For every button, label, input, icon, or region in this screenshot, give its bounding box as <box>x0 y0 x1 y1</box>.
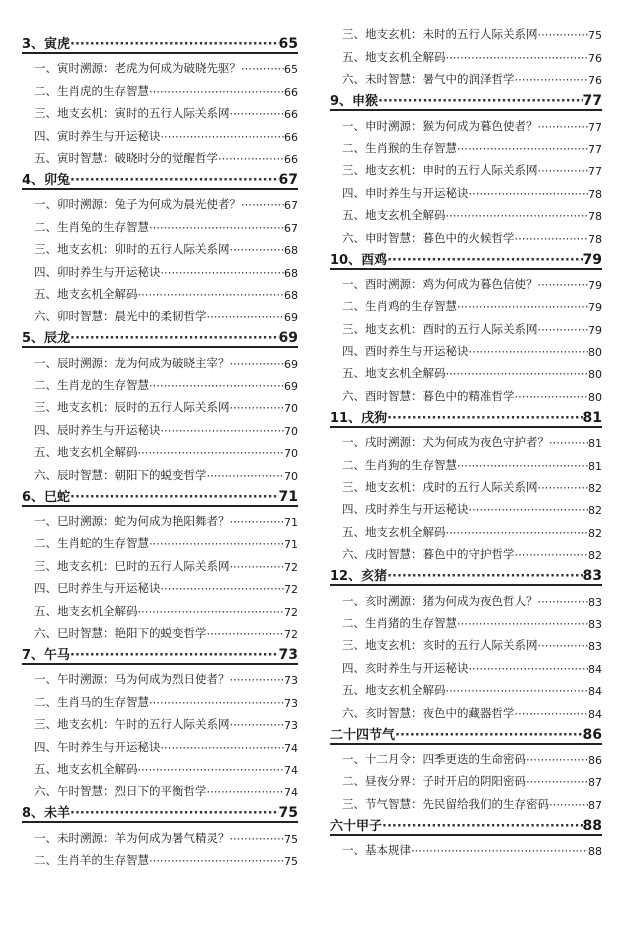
toc-section-heading <box>330 812 602 836</box>
dot-leader <box>70 490 278 505</box>
toc-entry <box>330 178 602 200</box>
dot-leader <box>241 62 284 76</box>
entry-title: 六、午时智慧：烈日下的平衡哲学 <box>34 784 207 799</box>
page-number: 72 <box>284 627 298 641</box>
entry-title: 三、节气智慧：先民留给我们的生存密码 <box>342 796 549 811</box>
page-number: 67 <box>278 171 298 188</box>
section-title: 9、申猴 <box>330 94 379 110</box>
page-number: 83 <box>588 595 602 609</box>
toc-entry <box>22 665 298 687</box>
toc-entry <box>22 302 298 324</box>
entry-title: 六、戌时智慧：暮色中的守护哲学 <box>342 547 515 562</box>
entry-title: 三、地支玄机：巳时的五行人际关系网 <box>34 558 230 573</box>
toc-entry <box>22 121 298 143</box>
entry-title: 四、卯时养生与开运秘诀 <box>34 264 161 279</box>
page-number: 71 <box>284 538 298 552</box>
entry-title: 二、生肖马的生存智慧 <box>34 694 149 709</box>
dot-leader <box>138 446 285 460</box>
section-title: 6、巳蛇 <box>22 489 71 505</box>
toc-entry <box>330 337 602 359</box>
toc-entry <box>22 710 298 732</box>
entry-title: 三、地支玄机：午时的五行人际关系网 <box>34 717 230 732</box>
toc-section-heading <box>330 721 602 745</box>
entry-title: 二、生肖虎的生存智慧 <box>34 83 149 98</box>
dot-leader <box>149 85 284 99</box>
dot-leader <box>149 537 284 551</box>
section-title: 3、寅虎 <box>22 37 71 52</box>
entry-title: 三、地支玄机：戌时的五行人际关系网 <box>342 480 538 495</box>
page-number: 75 <box>278 805 298 822</box>
toc-entry <box>22 619 298 641</box>
entry-title: 二、生肖猴的生存智慧 <box>342 140 457 155</box>
toc-entry <box>22 235 298 257</box>
page-number: 88 <box>582 817 602 834</box>
entry-title: 四、辰时养生与开运秘诀 <box>34 422 161 437</box>
page-number: 77 <box>588 142 602 156</box>
entry-title: 五、地支玄机全解码 <box>342 524 446 539</box>
entry-title: 三、地支玄机：酉时的五行人际关系网 <box>342 321 538 336</box>
dot-leader <box>446 526 589 540</box>
toc-entry <box>330 517 602 539</box>
toc-entry <box>330 381 602 403</box>
page-number: 81 <box>588 459 602 473</box>
page-number: 79 <box>588 301 602 315</box>
entry-title: 六、亥时智慧：夜色中的藏器哲学 <box>342 705 515 720</box>
page-number: 88 <box>588 845 602 859</box>
entry-title: 二、生肖蛇的生存智慧 <box>34 536 149 551</box>
entry-title: 六、巳时智慧：艳阳下的蜕变哲学 <box>34 625 207 640</box>
page-number: 83 <box>582 568 602 585</box>
page-number: 69 <box>278 330 298 347</box>
entry-title: 二、生肖猪的生存智慧 <box>342 615 457 630</box>
toc-section-heading <box>22 324 298 348</box>
dot-leader <box>138 288 285 302</box>
dot-leader <box>395 728 583 743</box>
toc-entry <box>22 54 298 76</box>
page-number: 71 <box>284 516 298 530</box>
page-number: 73 <box>284 719 298 733</box>
page-number: 65 <box>278 36 298 52</box>
entry-title: 三、地支玄机：亥时的五行人际关系网 <box>342 638 538 653</box>
page-number: 70 <box>284 424 298 438</box>
toc-entry <box>330 156 602 178</box>
entry-title: 二、生肖羊的生存智慧 <box>34 853 149 868</box>
dot-leader <box>382 819 583 834</box>
dot-leader <box>161 741 285 755</box>
entry-title: 二、生肖龙的生存智慧 <box>34 378 149 393</box>
page-number: 82 <box>588 504 602 518</box>
dot-leader <box>538 278 589 292</box>
dot-leader <box>515 390 589 404</box>
toc-entry <box>330 223 602 245</box>
page-number: 69 <box>284 380 298 394</box>
page-number: 84 <box>588 662 602 676</box>
dot-leader <box>469 345 589 359</box>
toc-entry <box>22 212 298 234</box>
page-number: 69 <box>284 357 298 371</box>
page-number: 82 <box>588 482 602 496</box>
page-number: 84 <box>588 707 602 721</box>
toc-left-column <box>22 30 298 868</box>
section-title: 二十四节气 <box>330 727 396 743</box>
dot-leader <box>549 436 588 450</box>
dot-leader <box>230 673 285 687</box>
page-number: 70 <box>284 402 298 416</box>
entry-title: 一、寅时溯源：老虎为何成为破晓先驱？ <box>34 61 241 76</box>
page-number: 66 <box>284 85 298 99</box>
dot-leader <box>230 401 285 415</box>
page-number: 72 <box>284 605 298 619</box>
dot-leader <box>207 469 285 483</box>
toc-entry <box>22 846 298 868</box>
toc-section-heading <box>330 404 602 428</box>
dot-leader <box>469 503 589 517</box>
entry-title: 六、卯时智慧：晨光中的柔韧哲学 <box>34 309 207 324</box>
toc-entry <box>22 687 298 709</box>
toc-entry <box>22 551 298 573</box>
page-number: 68 <box>284 244 298 258</box>
dot-leader <box>538 164 589 178</box>
toc-entry <box>330 270 602 292</box>
entry-title: 四、巳时养生与开运秘诀 <box>34 581 161 596</box>
entry-title: 五、地支玄机全解码 <box>34 445 138 460</box>
dot-leader <box>149 696 284 710</box>
page-number: 86 <box>588 753 602 767</box>
dot-leader <box>149 221 284 235</box>
toc-entry <box>22 144 298 166</box>
page-number: 79 <box>582 251 602 268</box>
page-number: 78 <box>588 232 602 246</box>
page-number: 75 <box>588 29 602 43</box>
toc-entry <box>330 20 602 42</box>
page-number: 77 <box>588 120 602 134</box>
entry-title: 三、地支玄机：卯时的五行人际关系网 <box>34 242 230 257</box>
page-number: 75 <box>284 855 298 869</box>
dot-leader <box>538 323 589 337</box>
toc-entry <box>22 507 298 529</box>
toc-entry <box>22 190 298 212</box>
toc-entry <box>330 698 602 720</box>
page-number: 68 <box>284 266 298 280</box>
toc-section-heading <box>330 87 602 111</box>
dot-leader <box>515 548 589 562</box>
toc-entry <box>22 823 298 845</box>
entry-title: 五、寅时智慧：破晓时分的觉醒哲学 <box>34 150 218 165</box>
toc-entry <box>330 42 602 64</box>
toc-entry <box>330 65 602 87</box>
entry-title: 六、酉时智慧：暮色中的精准哲学 <box>342 388 515 403</box>
section-title: 8、未羊 <box>22 806 71 822</box>
entry-title: 四、酉时养生与开运秘诀 <box>342 344 469 359</box>
page-number: 84 <box>588 685 602 699</box>
entry-title: 六、未时智慧：暑气中的润泽哲学 <box>342 72 515 87</box>
dot-leader <box>230 243 285 257</box>
dot-leader <box>207 310 285 324</box>
dot-leader <box>138 763 285 777</box>
entry-title: 一、酉时溯源：鸡为何成为暮色信使？ <box>342 276 538 291</box>
toc-entry <box>330 314 602 336</box>
page-number: 74 <box>284 741 298 755</box>
dot-leader <box>469 662 589 676</box>
toc-entry <box>330 586 602 608</box>
toc-section-heading <box>330 246 602 270</box>
entry-title: 四、午时养生与开运秘诀 <box>34 739 161 754</box>
page-number: 87 <box>588 776 602 790</box>
page-number: 81 <box>582 409 602 426</box>
page-number: 78 <box>588 210 602 224</box>
toc-entry <box>330 676 602 698</box>
dot-leader <box>457 459 588 473</box>
toc-entry <box>330 745 602 767</box>
toc-entry <box>330 473 602 495</box>
dot-leader <box>446 51 589 65</box>
entry-title: 一、十二月令：四季更迭的生命密码 <box>342 751 526 766</box>
toc-entry <box>22 529 298 551</box>
page-number: 87 <box>588 798 602 812</box>
page-number: 66 <box>284 152 298 166</box>
toc-entry <box>330 836 602 858</box>
entry-title: 二、生肖狗的生存智慧 <box>342 457 457 472</box>
dot-leader <box>70 331 278 346</box>
page-number: 70 <box>284 447 298 461</box>
dot-leader <box>70 37 278 52</box>
dot-leader <box>538 28 589 42</box>
toc-entry <box>330 111 602 133</box>
toc-entry <box>330 134 602 156</box>
dot-leader <box>457 300 588 314</box>
entry-title: 三、地支玄机：未时的五行人际关系网 <box>342 27 538 42</box>
page-number: 68 <box>284 288 298 302</box>
page-number: 77 <box>588 165 602 179</box>
page-number: 67 <box>284 221 298 235</box>
dot-leader <box>138 605 285 619</box>
page-number: 69 <box>284 311 298 325</box>
dot-leader <box>218 152 284 166</box>
entry-title: 四、戌时养生与开运秘诀 <box>342 502 469 517</box>
dot-leader <box>161 266 285 280</box>
toc-entry <box>22 755 298 777</box>
dot-leader <box>230 515 285 529</box>
dot-leader <box>149 379 284 393</box>
toc-entry <box>330 292 602 314</box>
dot-leader <box>161 130 285 144</box>
dot-leader <box>378 94 582 109</box>
dot-leader <box>161 582 285 596</box>
entry-title: 三、地支玄机：寅时的五行人际关系网 <box>34 106 230 121</box>
page-number: 67 <box>284 199 298 213</box>
entry-title: 一、巳时溯源：蛇为何成为艳阳舞者？ <box>34 514 230 529</box>
toc-entry <box>330 767 602 789</box>
toc-section-heading <box>22 483 298 507</box>
dot-leader <box>70 173 278 188</box>
entry-title: 四、寅时养生与开运秘诀 <box>34 128 161 143</box>
dot-leader <box>446 209 589 223</box>
dot-leader <box>241 198 284 212</box>
dot-leader <box>70 806 278 821</box>
toc-section-heading <box>22 166 298 190</box>
dot-leader <box>538 481 589 495</box>
dot-leader <box>207 785 285 799</box>
entry-title: 一、亥时溯源：猪为何成为夜色哲人？ <box>342 593 538 608</box>
page-number: 73 <box>278 646 298 663</box>
page-number: 70 <box>284 469 298 483</box>
page-number: 75 <box>284 832 298 846</box>
page-number: 76 <box>588 74 602 88</box>
dot-leader <box>446 367 589 381</box>
toc-entry <box>330 359 602 381</box>
section-title: 六十甲子 <box>330 818 383 834</box>
page-number: 81 <box>588 437 602 451</box>
dot-leader <box>526 775 588 789</box>
entry-title: 五、地支玄机全解码 <box>34 761 138 776</box>
toc-right-column <box>330 20 602 858</box>
dot-leader <box>469 187 589 201</box>
entry-title: 五、地支玄机全解码 <box>34 603 138 618</box>
toc-section-heading <box>22 30 298 54</box>
toc-entry <box>22 257 298 279</box>
dot-leader <box>230 560 285 574</box>
dot-leader <box>515 73 589 87</box>
toc-section-heading <box>22 641 298 665</box>
section-title: 7、午马 <box>22 647 71 663</box>
dot-leader <box>230 107 285 121</box>
dot-leader <box>538 120 589 134</box>
toc-entry <box>22 393 298 415</box>
toc-entry <box>22 460 298 482</box>
dot-leader <box>387 411 582 426</box>
entry-title: 二、生肖兔的生存智慧 <box>34 219 149 234</box>
dot-leader <box>387 569 582 584</box>
page-number: 86 <box>582 726 602 743</box>
dot-leader <box>411 844 588 858</box>
page-number: 79 <box>588 278 602 292</box>
page-number: 79 <box>588 323 602 337</box>
toc-entry <box>22 348 298 370</box>
dot-leader <box>207 627 285 641</box>
entry-title: 二、生肖鸡的生存智慧 <box>342 299 457 314</box>
toc-entry <box>22 76 298 98</box>
entry-title: 一、辰时溯源：龙为何成为破晓主宰？ <box>34 355 230 370</box>
entry-title: 四、申时养生与开运秘诀 <box>342 185 469 200</box>
dot-leader <box>230 832 285 846</box>
toc-entry <box>22 596 298 618</box>
toc-section-heading <box>330 562 602 586</box>
entry-title: 五、地支玄机全解码 <box>34 286 138 301</box>
toc-entry <box>330 631 602 653</box>
entry-title: 二、昼夜分界：子时开启的阴阳密码 <box>342 774 526 789</box>
section-title: 10、酉鸡 <box>330 252 388 268</box>
toc-entry <box>330 540 602 562</box>
page-number: 72 <box>284 583 298 597</box>
dot-leader <box>549 798 588 812</box>
toc-entry <box>22 732 298 754</box>
page-number: 83 <box>588 617 602 631</box>
toc-entry <box>22 415 298 437</box>
page-number: 73 <box>284 674 298 688</box>
page-number: 66 <box>284 130 298 144</box>
toc-entry <box>22 99 298 121</box>
dot-leader <box>161 424 285 438</box>
dot-leader <box>457 617 588 631</box>
entry-title: 三、地支玄机：申时的五行人际关系网 <box>342 163 538 178</box>
entry-title: 五、地支玄机全解码 <box>342 683 446 698</box>
page-number: 72 <box>284 560 298 574</box>
dot-leader <box>457 142 588 156</box>
entry-title: 一、未时溯源：羊为何成为暑气精灵？ <box>34 830 230 845</box>
page-number: 76 <box>588 51 602 65</box>
section-title: 4、卯兔 <box>22 172 71 188</box>
entry-title: 五、地支玄机全解码 <box>342 208 446 223</box>
toc-entry <box>22 777 298 799</box>
dot-leader <box>387 253 582 268</box>
entry-title: 一、卯时溯源：兔子为何成为晨光使者？ <box>34 197 241 212</box>
page-number: 74 <box>284 763 298 777</box>
dot-leader <box>230 718 285 732</box>
entry-title: 一、申时溯源：猴为何成为暮色使者？ <box>342 118 538 133</box>
entry-title: 五、地支玄机全解码 <box>342 366 446 381</box>
dot-leader <box>149 854 284 868</box>
section-title: 12、亥猪 <box>330 569 388 585</box>
entry-title: 一、基本规律 <box>342 843 411 858</box>
toc-entry <box>22 371 298 393</box>
page-number: 83 <box>588 640 602 654</box>
dot-leader <box>538 639 589 653</box>
page-number: 80 <box>588 368 602 382</box>
page-number: 66 <box>284 108 298 122</box>
dot-leader <box>70 648 278 663</box>
dot-leader <box>538 595 589 609</box>
toc-entry <box>330 201 602 223</box>
toc-entry <box>22 438 298 460</box>
toc-section-heading <box>22 799 298 823</box>
page-number: 82 <box>588 526 602 540</box>
page-number: 77 <box>582 93 602 110</box>
entry-title: 六、辰时智慧：朝阳下的蜕变哲学 <box>34 467 207 482</box>
page-number: 65 <box>284 63 298 77</box>
entry-title: 四、亥时养生与开运秘诀 <box>342 660 469 675</box>
page-number: 73 <box>284 696 298 710</box>
toc-entry <box>22 574 298 596</box>
entry-title: 一、午时溯源：马为何成为烈日使者？ <box>34 672 230 687</box>
page-number: 82 <box>588 549 602 563</box>
page-number: 80 <box>588 390 602 404</box>
toc-entry <box>330 609 602 631</box>
page-number: 74 <box>284 786 298 800</box>
toc-entry <box>330 653 602 675</box>
dot-leader <box>515 707 589 721</box>
dot-leader <box>230 357 285 371</box>
entry-title: 六、申时智慧：暮色中的火候哲学 <box>342 230 515 245</box>
dot-leader <box>515 232 589 246</box>
toc-entry <box>330 495 602 517</box>
section-title: 11、戌狗 <box>330 410 388 426</box>
entry-title: 五、地支玄机全解码 <box>342 49 446 64</box>
page-number: 80 <box>588 346 602 360</box>
toc-entry <box>330 789 602 811</box>
entry-title: 一、戌时溯源：犬为何成为夜色守护者？ <box>342 435 549 450</box>
page-number: 71 <box>278 488 298 505</box>
toc-entry <box>330 428 602 450</box>
dot-leader <box>446 684 589 698</box>
page-number: 78 <box>588 187 602 201</box>
toc-entry <box>22 280 298 302</box>
section-title: 5、辰龙 <box>22 331 71 347</box>
dot-leader <box>526 753 588 767</box>
toc-entry <box>330 450 602 472</box>
entry-title: 三、地支玄机：辰时的五行人际关系网 <box>34 400 230 415</box>
